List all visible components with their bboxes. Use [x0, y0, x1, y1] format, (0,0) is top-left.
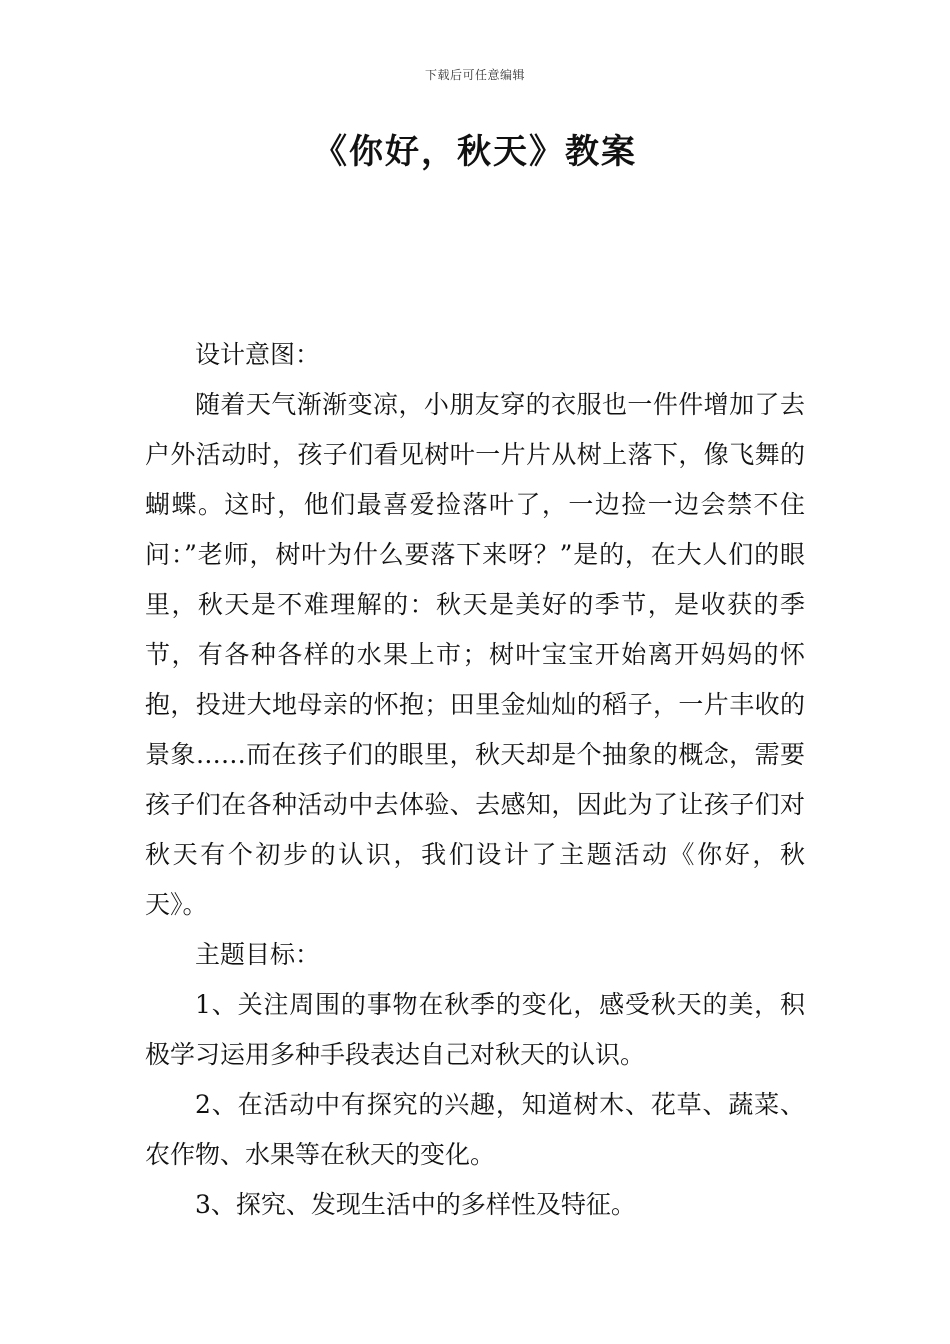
- design-paragraph: 随着天气渐渐变凉，小朋友穿的衣服也一件件增加了去户外活动时，孩子们看见树叶一片片从树上落下，像飞舞的蝴蝶。这时，他们最喜爱捡落叶了，一边捡一边会禁不住问：”老师，树叶为什么要落下来呀？”是的，在大人们的眼里，秋天是不难理解的：秋天是美好的季节，是收获的季节，有各种各样的水果上市；树叶宝宝开始离开妈妈的怀抱，投进大地母亲的怀抱；田里金灿灿的稻子，一片丰收的景象……而在孩子们的眼里，秋天却是个抽象的概念，需要孩子们在各种活动中去体验、去感知，因此为了让孩子们对秋天有个初步的认识，我们设计了主题活动《你好，秋天》。: [145, 390, 805, 919]
- document-title: 《你好，秋天》教案: [313, 132, 637, 172]
- header-note: 下载后可任意编辑: [424, 68, 525, 82]
- design-heading: 设计意图：: [195, 340, 321, 369]
- goal-item-3: 3、探究、发现生活中的多样性及特征。: [195, 1190, 636, 1219]
- goal-item-2: 2、在活动中有探究的兴趣，知道树木、花草、蔬菜、农作物、水果等在秋天的变化。: [145, 1090, 805, 1169]
- goal-item-1: 1、关注周围的事物在秋季的变化，感受秋天的美，积极学习运用多种手段表达自己对秋天的认识。: [145, 990, 805, 1069]
- document-body: [145, 330, 805, 1230]
- goals-heading: 主题目标：: [195, 940, 321, 969]
